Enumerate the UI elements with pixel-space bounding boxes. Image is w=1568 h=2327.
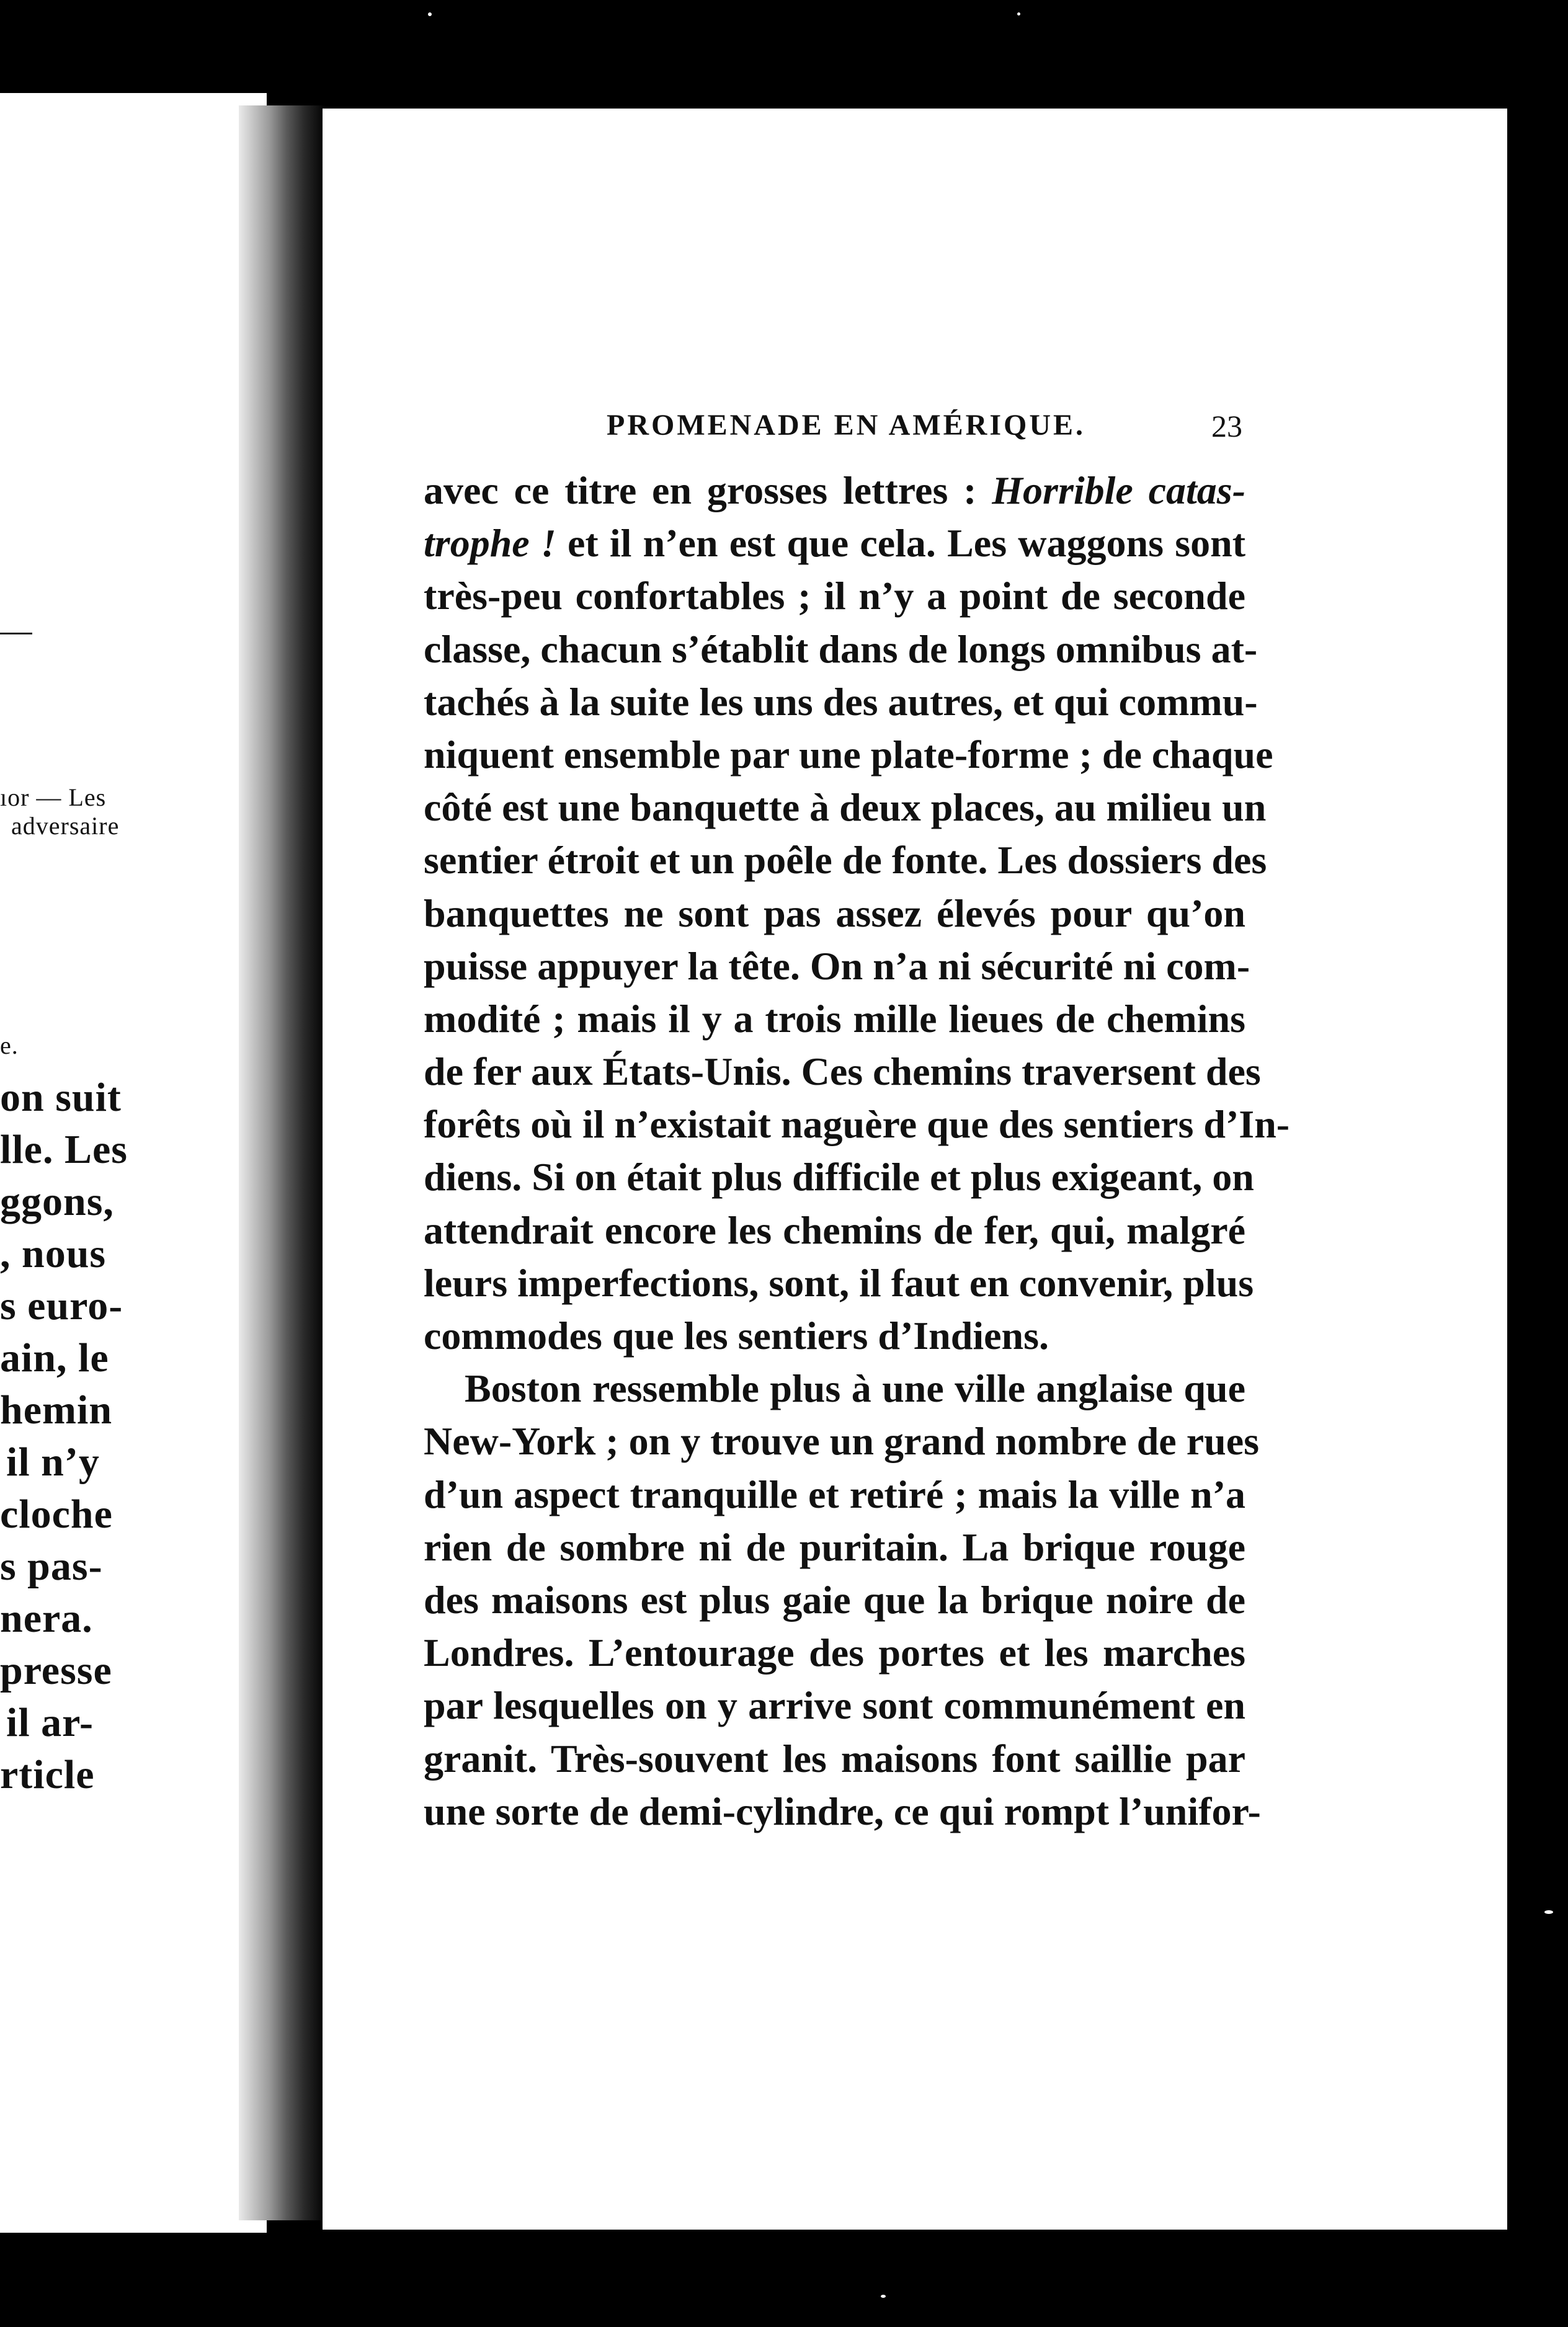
text-segment: rien de sombre ni de puritain. La brique rouge <box>424 1524 1245 1569</box>
text-segment: Boston ressemble plus à une ville anglaise que <box>465 1366 1245 1411</box>
text-segment: des maisons est plus gaie que la brique noire de <box>424 1577 1245 1622</box>
text-line <box>424 1415 1259 1467</box>
text-segment: avec ce titre en grosses lettres : <box>424 468 992 512</box>
text-segment: banquettes ne sont pas assez élevés pour qu’on <box>424 891 1245 935</box>
text-segment: diens. Si on était plus difficile et plus exigeant, on <box>424 1155 1254 1199</box>
left-margin-line: e. <box>0 1031 19 1059</box>
running-title: PROMENADE EN AMÉRIQUE. <box>607 409 1086 442</box>
text-line <box>424 1098 1290 1150</box>
left-margin-line: ıor — Les <box>0 783 107 811</box>
dust-speck <box>428 12 432 16</box>
text-line <box>424 1468 1245 1521</box>
text-segment: granit. Très-souvent les maisons font saillie par <box>424 1736 1245 1781</box>
text-line <box>424 623 1258 675</box>
text-line <box>424 1257 1254 1309</box>
text-segment: par lesquelles on y arrive sont communément en <box>424 1683 1245 1728</box>
text-segment: très-peu confortables ; il n’y a point de seconde <box>424 574 1245 618</box>
left-body-line: nera. <box>0 1596 93 1641</box>
gutter-shadow <box>239 105 326 2220</box>
left-body-line: cloche <box>0 1492 113 1537</box>
left-body-line: s pas- <box>0 1544 103 1589</box>
text-line <box>424 1204 1245 1257</box>
text-line <box>424 887 1245 940</box>
text-line <box>424 1573 1245 1626</box>
text-segment: classe, chacun s’établit dans de longs omnibus at- <box>424 626 1258 671</box>
text-line <box>424 1679 1245 1732</box>
text-segment: niquent ensemble par une plate-forme ; de chaque <box>424 732 1273 776</box>
left-body-line: rticle <box>0 1752 95 1797</box>
text-segment: attendrait encore les chemins de fer, qui, malgré <box>424 1208 1245 1252</box>
text-line <box>424 1309 1245 1362</box>
left-body-line: s euro- <box>0 1283 123 1328</box>
left-body-line: il ar- <box>6 1700 94 1745</box>
left-body-line: hemin <box>0 1387 113 1433</box>
text-segment: puisse appuyer la tête. On n’a ni sécurité ni com- <box>424 943 1250 988</box>
text-segment: et il n’en est que cela. Les waggons sont <box>556 521 1245 566</box>
body-text <box>424 464 1290 1838</box>
text-segment: forêts où il n’existait naguère que des sentiers d’In- <box>424 1102 1290 1147</box>
left-body-line: ain, le <box>0 1335 109 1381</box>
text-line <box>424 834 1267 886</box>
text-segment: New-York ; on y trouve un grand nombre de rues <box>424 1419 1259 1464</box>
left-body-text <box>0 1072 128 1801</box>
text-segment: modité ; mais il y a trois mille lieues de chemins <box>424 996 1245 1041</box>
text-segment: de fer aux États-Unis. Ces chemins traversent des <box>424 1049 1261 1094</box>
text-line <box>424 464 1245 517</box>
text-line <box>424 675 1258 728</box>
text-line <box>424 781 1267 834</box>
left-rule <box>0 633 32 634</box>
text-line <box>424 1521 1245 1573</box>
text-segment: tachés à la suite les uns des autres, et qui commu- <box>424 679 1258 724</box>
left-margin-line: adversaire <box>11 812 120 840</box>
text-line <box>424 940 1250 992</box>
text-segment: sentier étroit et un poêle de fonte. Les dossiers des <box>424 838 1267 883</box>
left-body-line: lle. Les <box>0 1127 128 1172</box>
text-line <box>424 1732 1245 1785</box>
text-segment: d’un aspect tranquille et retiré ; mais la ville n’a <box>424 1472 1245 1516</box>
text-line <box>424 728 1273 781</box>
page-header <box>607 408 1242 452</box>
left-body-line: il n’y <box>6 1439 100 1485</box>
left-body-line: ggons, <box>0 1179 114 1224</box>
text-segment: côté est une banquette à deux places, au milieu un <box>424 785 1267 830</box>
left-body-line: , nous <box>0 1231 107 1276</box>
text-line <box>424 1150 1254 1203</box>
left-page-fragment <box>0 93 267 2233</box>
text-line <box>424 1785 1261 1838</box>
text-line <box>424 1362 1245 1415</box>
text-line <box>424 569 1245 622</box>
text-segment: commodes que les sentiers d’Indiens. <box>424 1314 1049 1358</box>
dust-speck <box>1017 12 1020 16</box>
left-body-line: on suit <box>0 1075 122 1120</box>
left-body-line: presse <box>0 1648 112 1693</box>
text-line <box>424 1045 1261 1098</box>
italic-segment: trophe ! <box>424 521 556 566</box>
text-segment: Londres. L’entourage des portes et les marches <box>424 1631 1245 1675</box>
text-segment: leurs imperfections, sont, il faut en convenir, plus <box>424 1260 1254 1305</box>
page-number: 23 <box>1211 409 1242 443</box>
text-segment: une sorte de demi-cylindre, ce qui rompt l’unifor- <box>424 1789 1261 1833</box>
dust-speck <box>881 2295 886 2298</box>
text-line <box>424 1626 1245 1679</box>
italic-segment: Horrible catas- <box>992 468 1246 512</box>
dust-speck <box>1544 1910 1553 1914</box>
text-line <box>424 517 1245 569</box>
text-line <box>424 992 1245 1045</box>
